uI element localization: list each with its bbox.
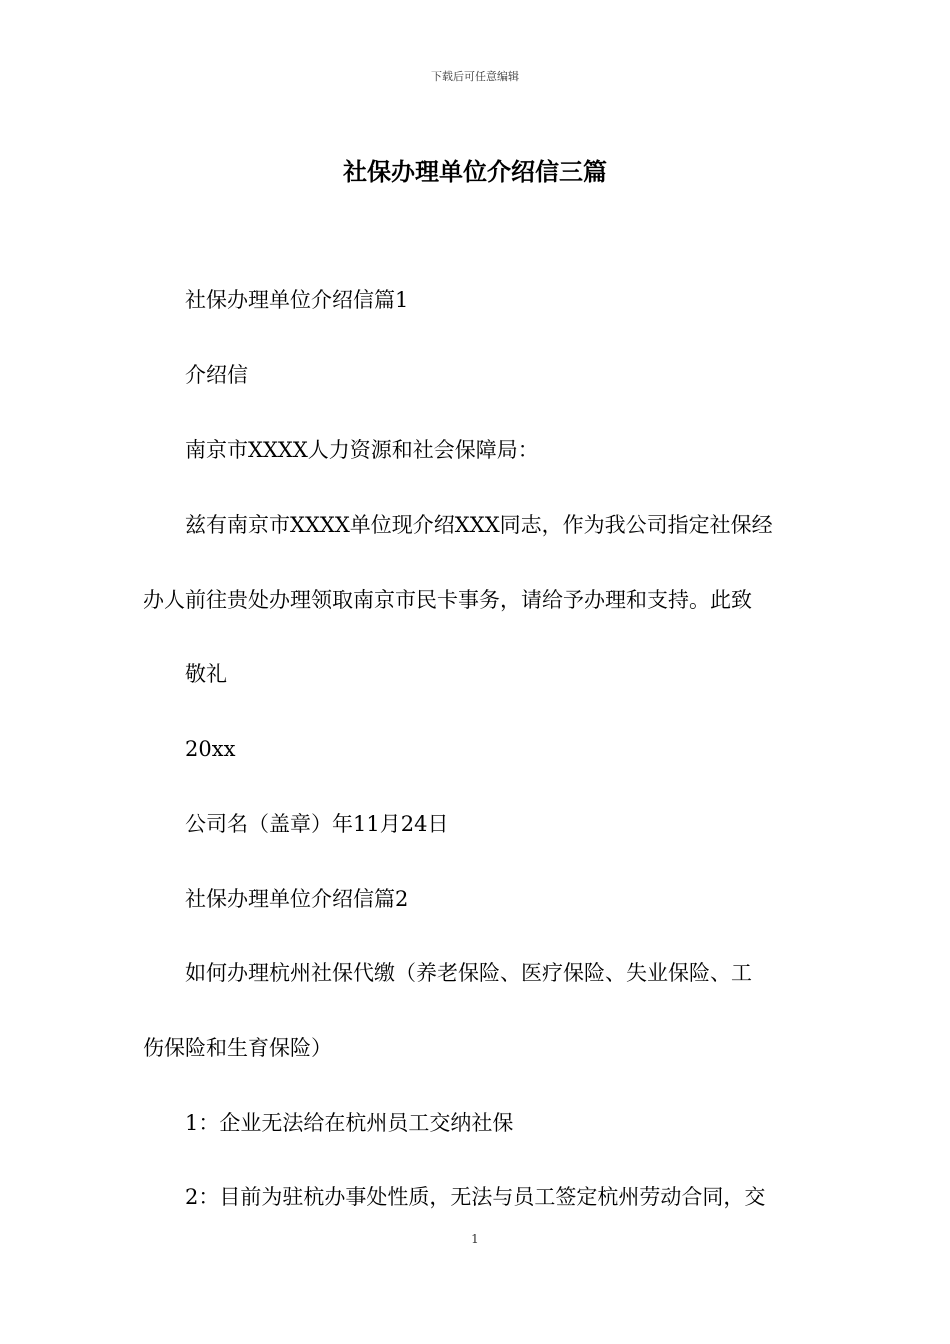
section-2-intro-line-1: 如何办理杭州社保代缴（养老保险、医疗保险、失业保险、工: [143, 961, 752, 985]
letter-recipient: 南京市XXXX人力资源和社会保障局：: [143, 438, 539, 462]
letter-signature: 公司名（盖章）年11月24日: [143, 812, 449, 836]
letter-year: 20xx: [143, 737, 236, 761]
list-item-2: 2：目前为驻杭办事处性质，无法与员工签定杭州劳动合同，交: [143, 1185, 766, 1209]
list-item-1: 1：企业无法给在杭州员工交纳社保: [143, 1111, 514, 1135]
letter-body-line-2: 办人前往贵处办理领取南京市民卡事务，请给予办理和支持。此致: [143, 588, 752, 612]
letter-salutation: 敬礼: [143, 662, 227, 686]
letter-heading: 介绍信: [143, 363, 248, 387]
section-heading-2: 社保办理单位介绍信篇2: [143, 887, 409, 911]
document-title: 社保办理单位介绍信三篇: [343, 157, 607, 186]
section-heading-1: 社保办理单位介绍信篇1: [143, 288, 409, 312]
letter-body-line-1: 兹有南京市XXXX单位现介绍XXX同志，作为我公司指定社保经: [143, 513, 773, 537]
header-note: 下载后可任意编辑: [431, 70, 519, 83]
section-2-intro-line-2: 伤保险和生育保险）: [143, 1036, 332, 1060]
page-number: 1: [471, 1232, 479, 1246]
